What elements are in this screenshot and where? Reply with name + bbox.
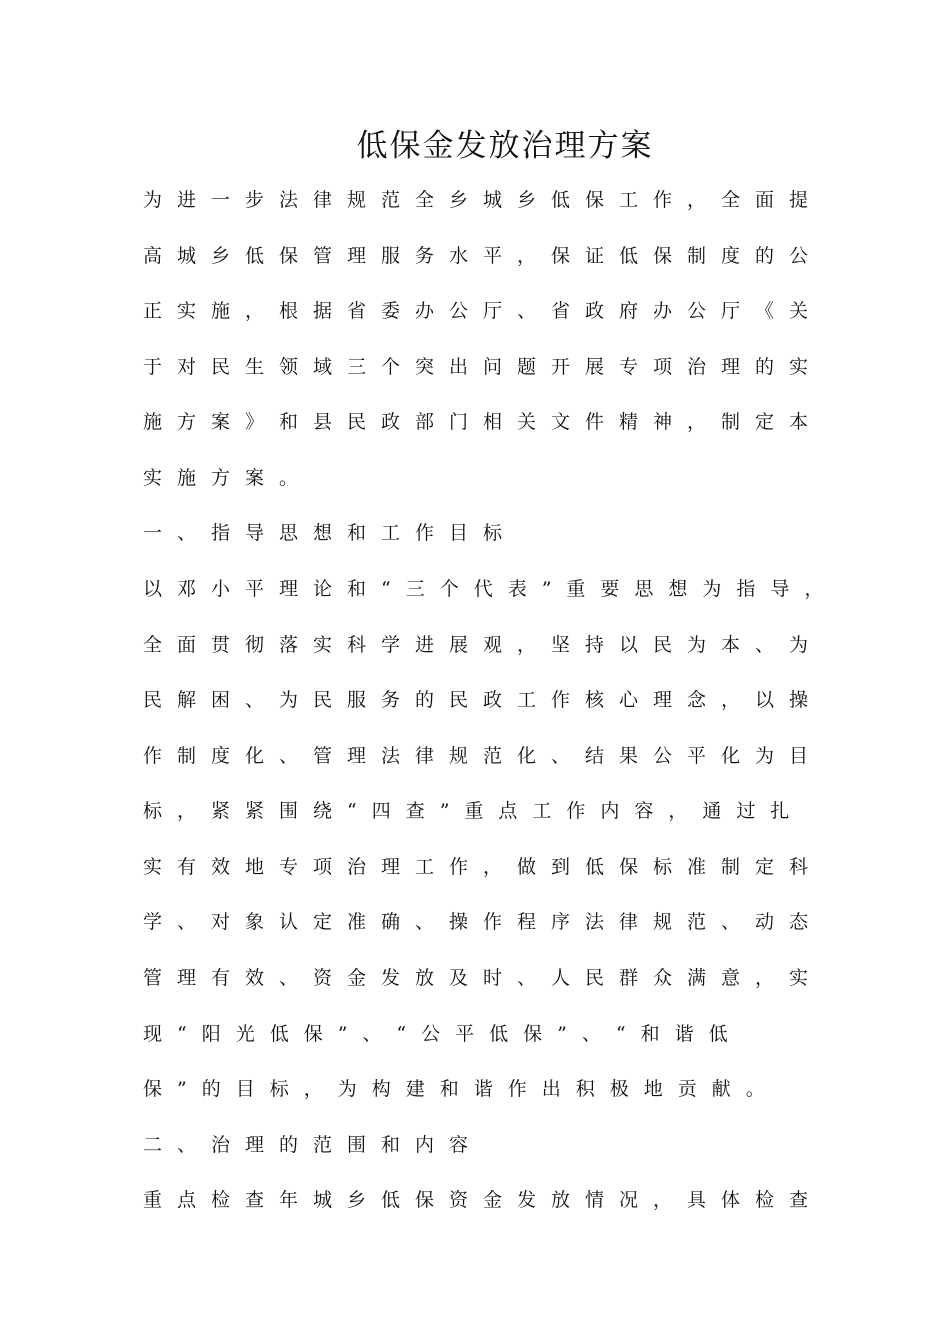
paragraph-line: 为进一步法律规范全乡城乡低保工作，全面提 bbox=[143, 189, 824, 211]
paragraph-line: 保”的目标，为构建和谐作出积极地贡献。 bbox=[143, 1078, 780, 1100]
section-heading: 一、指导思想和工作目标 bbox=[143, 522, 518, 544]
paragraph-line: 作制度化、管理法律规范化、结果公平化为目 bbox=[143, 745, 824, 767]
paragraph-line: 全面贯彻落实科学进展观，坚持以民为本、为 bbox=[143, 634, 824, 656]
paragraph-line: 正实施，根据省委办公厅、省政府办公厅《关 bbox=[143, 300, 824, 322]
paragraph-line: 高城乡低保管理服务水平，保证低保制度的公 bbox=[143, 245, 824, 267]
paragraph-line: 施方案》和县民政部门相关文件精神，制定本 bbox=[143, 411, 824, 433]
paragraph-line: 实施方案。 bbox=[143, 467, 314, 489]
paragraph-line: 实有效地专项治理工作，做到低保标准制定科 bbox=[143, 856, 824, 878]
paragraph-line: 民解困、为民服务的民政工作核心理念，以操 bbox=[143, 689, 824, 711]
paragraph-line: 于对民生领域三个突出问题开展专项治理的实 bbox=[143, 356, 824, 378]
paragraph-line: 以邓小平理论和“三个代表”重要思想为指导， bbox=[143, 578, 839, 600]
section-heading: 二、治理的范围和内容 bbox=[143, 1134, 484, 1156]
document-title: 低保金发放治理方案 bbox=[356, 128, 654, 164]
paragraph-line: 管理有效、资金发放及时、人民群众满意，实 bbox=[143, 967, 824, 989]
paragraph-line: 现“阳光低保”、“公平低保”、“和谐低 bbox=[143, 1023, 743, 1045]
paragraph-line: 重点检查年城乡低保资金发放情况，具体检查 bbox=[143, 1189, 824, 1211]
paragraph-line: 学、对象认定准确、操作程序法律规范、动态 bbox=[143, 911, 824, 933]
paragraph-line: 标，紧紧围绕“四查”重点工作内容，通过扎 bbox=[143, 800, 805, 822]
